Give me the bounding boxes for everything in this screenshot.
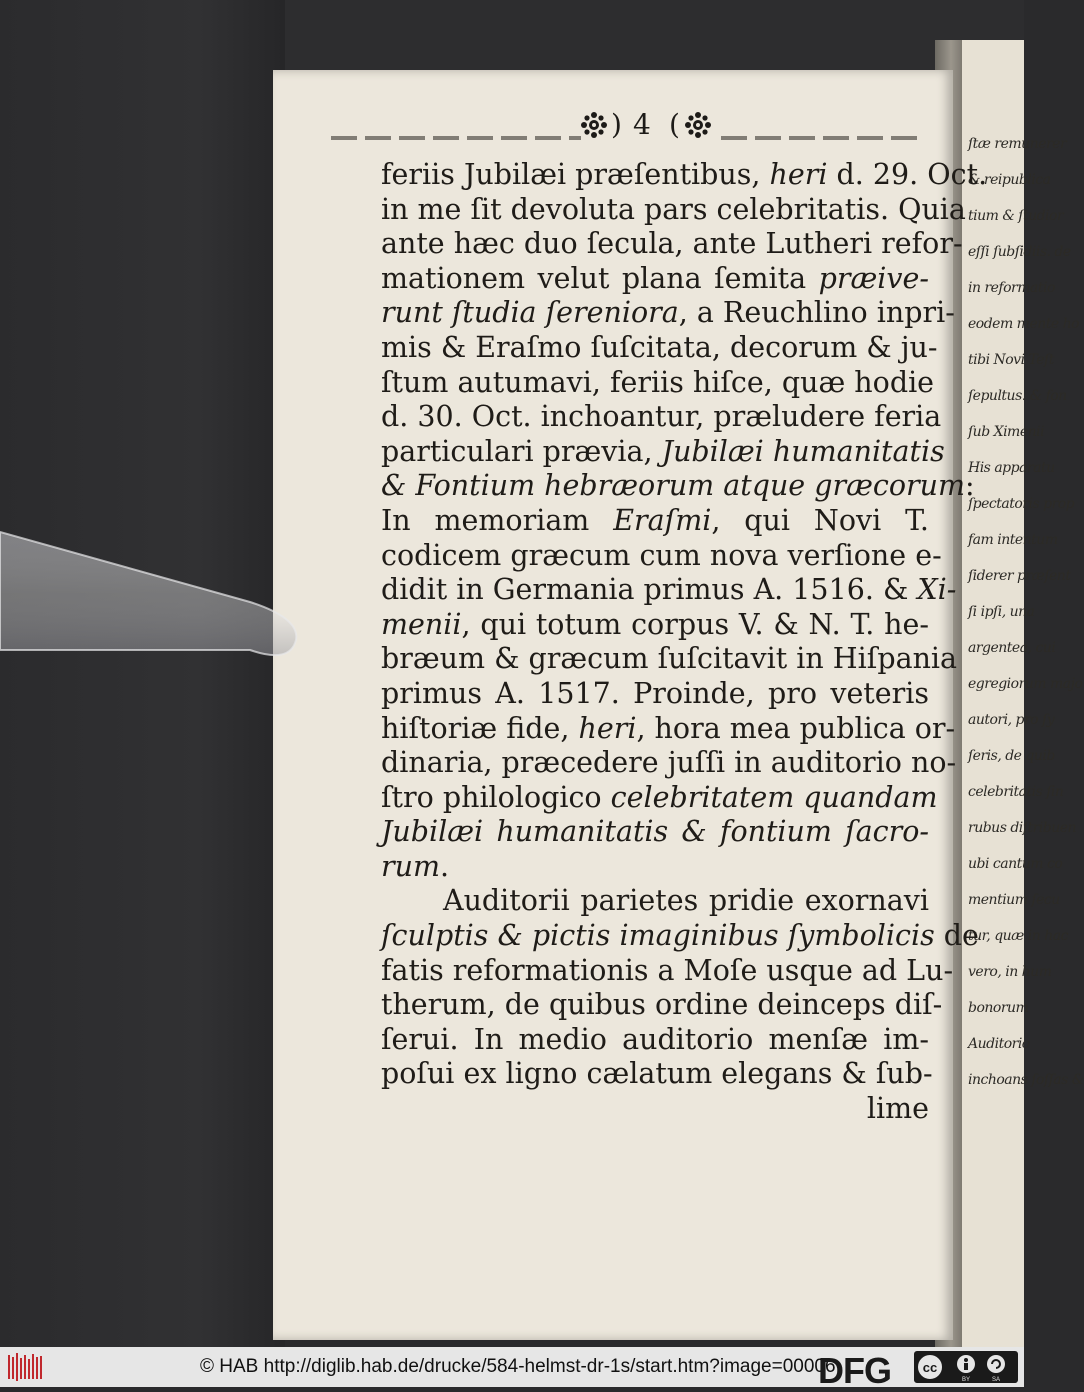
text-line [381, 608, 929, 643]
text-line [381, 330, 938, 366]
text-segment: poſui ex ligno cælatum elegans & ſub- [381, 1057, 933, 1091]
ornament-flower-icon [685, 112, 711, 138]
text-segment: dinaria, præcedere juſſi in auditorio no- [381, 746, 957, 780]
black-cloth-top [285, 0, 1024, 72]
text-line [381, 296, 955, 331]
facing-page-line: inchoans ſoſſas & [968, 1072, 1084, 1088]
facing-page-line: ſepultus. & fon [968, 388, 1067, 404]
text-segment: mis & Eraſmo ſuſcitata, decorum & ju- [381, 330, 938, 364]
text-segment: ſerui. In medio auditorio menſæ im- [381, 1022, 929, 1056]
text-segment: de [934, 919, 979, 953]
text-segment: codicem græcum cum nova verſione e- [381, 538, 942, 572]
text-segment: Auditorii parietes pridie exornavi [443, 884, 929, 918]
text-segment: d. 30. Oct. inchoantur, præludere feria [381, 400, 942, 434]
facing-page-line: rubus diſtribuen [968, 820, 1077, 836]
black-cloth-background [0, 0, 285, 1347]
text-segment: didit in Germania primus A. 1516. & [381, 573, 918, 607]
page-number: 4 [633, 108, 651, 141]
facing-page [962, 40, 1084, 1350]
header-rule-right [721, 136, 917, 140]
text-line [381, 504, 929, 539]
text-line [381, 711, 956, 747]
facing-page-line: eſſi ſubſidiis. de [968, 244, 1071, 260]
svg-text:cc: cc [922, 1360, 938, 1375]
text-line [381, 400, 942, 435]
facing-page-line: tium & ſtudior [968, 208, 1064, 224]
facing-page-line: autori, pro ſy [968, 712, 1055, 728]
italic-segment: præive- [818, 261, 929, 295]
italic-segment: runt ſtudia ſereniora [381, 296, 679, 330]
text-segment: lime [866, 1092, 929, 1126]
text-segment: In memoriam [381, 503, 614, 537]
text-segment: ſtro philologico [381, 780, 611, 814]
facing-page-line: ſub Ximenii [968, 424, 1045, 440]
text-line [381, 192, 966, 228]
facing-page-line: tibi Novi Teſt [968, 352, 1054, 368]
facing-page-line: argentea, cui [968, 640, 1056, 656]
text-line [381, 469, 975, 504]
text-line [381, 1023, 929, 1058]
text-line [381, 1092, 929, 1127]
text-segment: mationem velut plana ſemita [381, 261, 819, 295]
facing-page-line: ſpectatoris prop [968, 496, 1075, 512]
facing-page-line: bonorum [968, 1000, 1029, 1016]
facing-page-line: eodem mente ho [968, 316, 1080, 332]
italic-segment: celebritatem quandam [610, 780, 938, 814]
text-line [381, 919, 979, 954]
facing-page-line: egregiorum majo [968, 676, 1083, 692]
text-segment: particulari prævia, [381, 434, 662, 468]
text-segment: d. 29. Oct. [827, 158, 988, 191]
text-segment: : [965, 469, 975, 503]
text-segment: , hora mea publica or- [636, 711, 956, 745]
text-line [381, 158, 988, 193]
footer-credit: © HAB http://diglib.hab.de/drucke/584-helmst-dr-1s/start.htm?image=00006 [200, 1356, 836, 1377]
text-line [381, 434, 945, 470]
hab-logo-icon [8, 1353, 42, 1381]
glass-pointer [0, 530, 300, 670]
facing-page-line: ſeris, de quib [968, 748, 1055, 764]
ornament-flower-icon [581, 112, 607, 138]
text-line [381, 746, 957, 781]
facing-page-line: in reformatio [968, 280, 1055, 296]
text-line [381, 365, 935, 401]
text-segment: in me ſit devoluta pars celebritatis. Quia [381, 192, 966, 226]
facing-page-line: ſiderer præſent [968, 568, 1071, 584]
cc-by-sa-icon [914, 1351, 1018, 1383]
text-line [381, 884, 929, 919]
facing-page-line: vero, in hum [968, 964, 1052, 980]
text-line [381, 573, 957, 608]
text-segment: ſtum autumavi, feriis hiſce, quæ hodie [381, 365, 935, 399]
page-header: ) 4 ( [273, 108, 953, 144]
text-segment: feriis Jubilæi præſentibus, [381, 158, 770, 191]
facing-page-line: celebritatis ſin [968, 784, 1064, 800]
text-line [381, 227, 963, 262]
text-segment: fatis reformationis a Moſe usque ad Lu- [381, 953, 954, 987]
dfg-logo: DFG [818, 1350, 891, 1391]
facing-page-line: mentium ſecu [968, 892, 1060, 908]
text-segment: therum, de quibus ordine deinceps diſ- [381, 988, 943, 1022]
facing-page-line: tur, quæ in hac [968, 928, 1068, 944]
text-segment: , qui Novi T. [711, 503, 929, 537]
page-text [381, 158, 988, 1127]
italic-segment: heri [578, 711, 637, 745]
book-page [273, 70, 988, 1340]
text-line [381, 953, 954, 989]
italic-segment: Jubilæi humanitatis & fontium ſacro- [381, 815, 929, 849]
italic-segment: heri [769, 158, 828, 191]
facing-page-line: Auditorio [968, 1036, 1030, 1052]
italic-segment: rum [381, 849, 441, 883]
facing-page-line: ſi ipſi, una [968, 604, 1035, 620]
facing-page-line: ſtæ remunerer [968, 136, 1067, 152]
text-segment: , a Reuchlino inpri- [678, 296, 955, 330]
italic-segment: Jubilæi humanitatis [661, 434, 945, 468]
text-line [381, 1057, 933, 1092]
text-line [381, 815, 929, 850]
text-line [381, 850, 929, 885]
text-line [381, 262, 929, 297]
header-rule-left [331, 136, 581, 140]
text-line [381, 538, 942, 574]
viewer-footer [0, 1347, 1024, 1391]
text-line [381, 780, 938, 816]
svg-text:SA: SA [991, 1377, 1001, 1383]
text-line [381, 988, 943, 1023]
italic-segment: ſculptis & pictis imaginibus ſymbolicis [381, 919, 935, 953]
text-line [381, 642, 958, 677]
text-segment: , qui totum corpus V. & N. T. he- [461, 607, 929, 641]
text-segment: bræum & græcum ſuſcitavit in Hiſpania [381, 642, 958, 676]
svg-text:BY: BY [961, 1377, 971, 1383]
text-segment: hiſtoriæ fide, [381, 711, 579, 745]
text-segment: primus A. 1517. Proinde, pro veteris [381, 676, 929, 710]
facing-page-line: fam intentum [968, 532, 1058, 548]
text-segment: . [440, 849, 450, 883]
text-segment: ante hæc duo ſecula, ante Lutheri refor- [381, 227, 963, 261]
italic-segment: & Fontium hebræorum atque græcorum [381, 469, 966, 503]
text-line [381, 677, 929, 712]
italic-segment: Eraſmi [613, 503, 712, 537]
italic-segment: Xi- [917, 573, 957, 607]
italic-segment: menii [381, 607, 462, 641]
facing-page-line: His apparatu [968, 460, 1055, 476]
facing-page-line: & reipublica [968, 172, 1051, 188]
facing-page-line: ubi cantum co [968, 856, 1063, 872]
